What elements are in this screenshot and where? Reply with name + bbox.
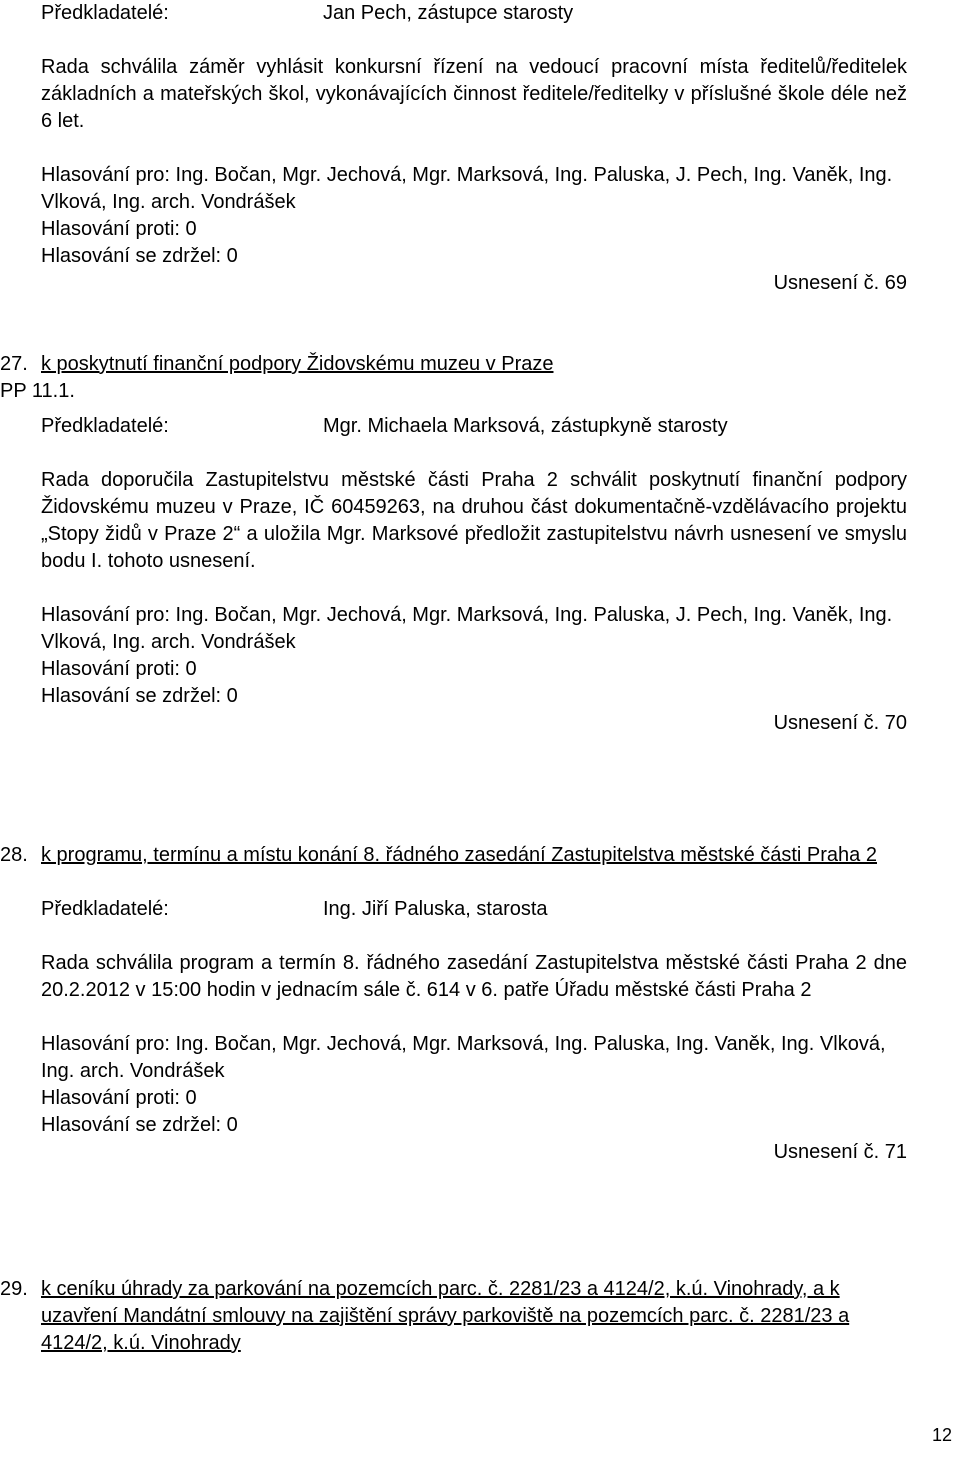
item-title: k poskytnutí finanční podpory Židovskému muzeu v Praze: [41, 353, 554, 375]
item-number: 27.: [0, 353, 28, 375]
page-number: 12: [931, 1425, 952, 1445]
predkladatel-value: Ing. Jiří Paluska, starosta: [323, 898, 548, 920]
pp-reference: PP 11.1.: [0, 380, 75, 402]
item-title: k programu, termínu a místu konání 8. řádného zasedání Zastupitelstva městské části Praha 2: [41, 844, 877, 866]
resolution-number: Usnesení č. 70: [773, 712, 907, 734]
section-continued: [41, 0, 907, 297]
predkladatel-value: Mgr. Michaela Marksová, zástupkyně starosty: [323, 415, 728, 437]
item-number: 29.: [0, 1278, 28, 1300]
vote-for: Hlasování pro: Ing. Bočan, Mgr. Jechová, Mgr. Marksová, Ing. Paluska, J. Pech, Ing. Vaněk, Ing. Vlková, Ing. arch. Vondrášek: [41, 164, 893, 213]
predkladatel-label: Předkladatelé:: [41, 2, 169, 24]
item-title: k ceníku úhrady za parkování na pozemcích parc. č. 2281/23 a 4124/2, k.ú. Vinohrady, a k uzavření Mandátní smlouvy na zajištění správy parkoviště na pozemcích parc. č. 2281/23 a 4124/2, k.ú. Vinohrady: [41, 1278, 850, 1354]
resolution-text: Rada schválila program a termín 8. řádného zasedání Zastupitelstva městské části Praha 2 dne 20.2.2012 v 15:00 hodin v jednacím sále č. 614 v 6. patře Úřadu městské části Praha 2: [41, 952, 907, 1001]
vote-against: Hlasování proti: 0: [41, 658, 197, 680]
vote-abstain: Hlasování se zdržel: 0: [41, 245, 238, 267]
resolution-text: Rada schválila záměr vyhlásit konkursní řízení na vedoucí pracovní místa ředitelů/ředitelek základních a mateřských škol, vykonávajících činnost ředitele/ředitelky v příslušné škole déle než 6 let.: [41, 56, 907, 132]
vote-for: Hlasování pro: Ing. Bočan, Mgr. Jechová, Mgr. Marksová, Ing. Paluska, J. Pech, Ing. Vaněk, Ing. Vlková, Ing. arch. Vondrášek: [41, 604, 893, 653]
resolution-text: Rada doporučila Zastupitelstvu městské části Praha 2 schválit poskytnutí finanční podpory Židovskému muzeu v Praze, IČ 60459263, na druhou část dokumentačně-vzdělávacího projektu „Stopy židů v Praze 2“ a uložila Mgr. Marksové předložit zastupitelstvu návrh usnesení ve smyslu bodu I. tohoto usnesení.: [41, 469, 907, 572]
vote-abstain: Hlasování se zdržel: 0: [41, 1114, 238, 1136]
vote-against: Hlasování proti: 0: [41, 1087, 197, 1109]
section-28: [0, 842, 907, 1166]
vote-for: Hlasování pro: Ing. Bočan, Mgr. Jechová, Mgr. Marksová, Ing. Paluska, Ing. Vaněk, Ing. Vlková, Ing. arch. Vondrášek: [41, 1033, 886, 1082]
predkladatel-label: Předkladatelé:: [41, 898, 169, 920]
predkladatel-label: Předkladatelé:: [41, 415, 169, 437]
predkladatel-value: Jan Pech, zástupce starosty: [323, 2, 574, 24]
resolution-number: Usnesení č. 71: [773, 1141, 907, 1163]
vote-against: Hlasování proti: 0: [41, 218, 197, 240]
section-27: [0, 351, 907, 737]
resolution-number: Usnesení č. 69: [773, 272, 907, 294]
vote-abstain: Hlasování se zdržel: 0: [41, 685, 238, 707]
item-number: 28.: [0, 844, 28, 866]
section-29: [0, 1276, 907, 1357]
